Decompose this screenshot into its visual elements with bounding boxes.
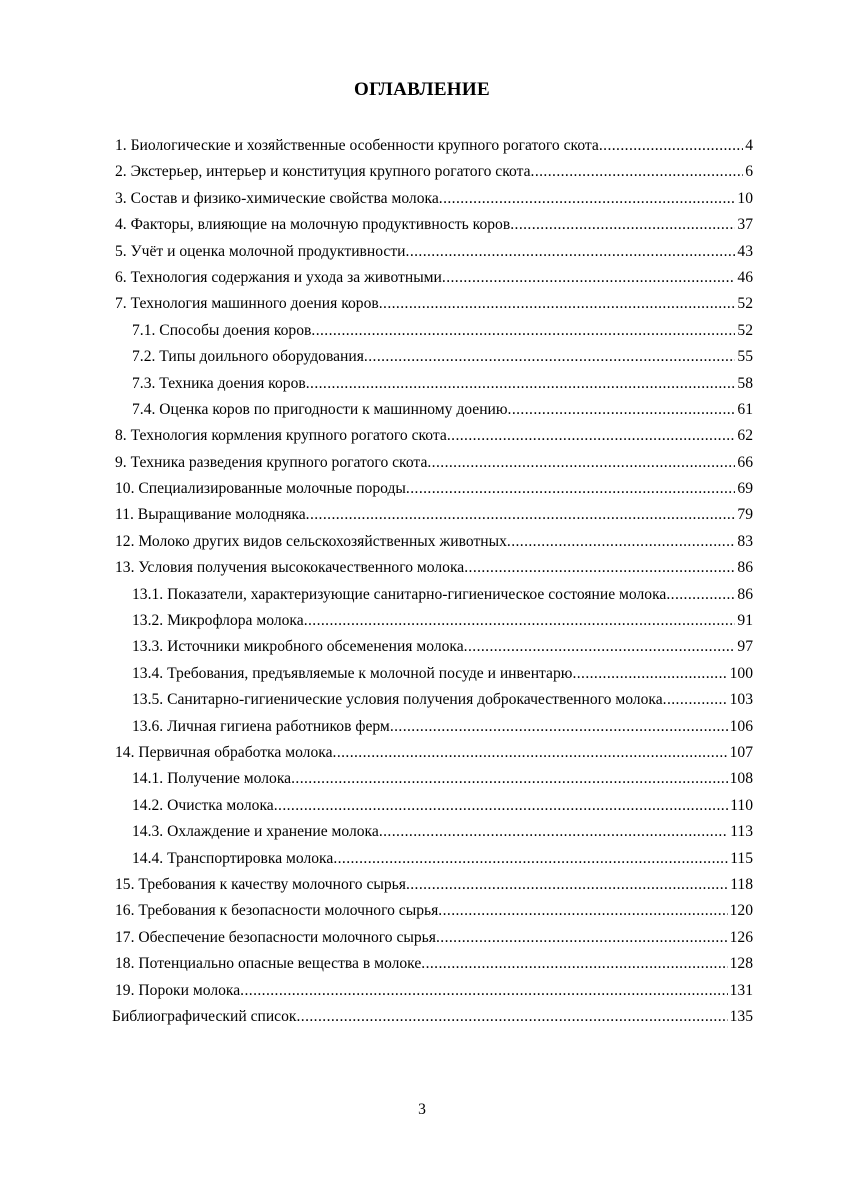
toc-dot-leader <box>421 955 727 973</box>
toc-dot-leader <box>599 137 743 155</box>
toc-entry-label: 2. Экстерьер, интерьер и конституция крупного рогатого скота <box>115 163 531 181</box>
toc-entry[interactable] <box>112 533 753 559</box>
toc-entry-page: 106 <box>729 717 753 735</box>
toc-entry[interactable] <box>112 665 753 691</box>
toc-dot-leader <box>311 322 735 340</box>
toc-entry-page: 86 <box>737 585 753 603</box>
toc-entry-label: 17. Обеспечение безопасности молочного сырья <box>115 928 436 946</box>
toc-entry-page: 107 <box>729 743 753 761</box>
toc-entry[interactable] <box>112 454 753 480</box>
toc-dot-leader <box>436 929 728 947</box>
toc-entry-page: 37 <box>737 216 753 234</box>
toc-dot-leader <box>379 295 736 313</box>
toc-dot-leader <box>439 190 736 208</box>
toc-entry[interactable] <box>112 243 753 269</box>
toc-entry[interactable] <box>112 718 753 744</box>
toc-dot-leader <box>379 823 728 841</box>
toc-dot-leader <box>464 638 736 656</box>
toc-entry-page: 103 <box>729 691 753 709</box>
toc-dot-leader <box>663 691 728 709</box>
toc-entry-label: 13.4. Требования, предъявляемые к молочной посуде и инвентарю <box>132 664 573 682</box>
toc-entry-page: 6 <box>745 163 753 181</box>
toc-entry[interactable] <box>112 559 753 585</box>
toc-entry-label: 7.1. Способы доения коров <box>132 321 312 339</box>
toc-dot-leader <box>274 797 728 815</box>
toc-entry[interactable] <box>112 691 753 717</box>
toc-entry[interactable] <box>112 322 753 348</box>
toc-entry-label: 7. Технология машинного доения коров <box>115 295 379 313</box>
toc-entry-label: 19. Пороки молока <box>115 981 241 999</box>
table-of-contents <box>112 137 753 1034</box>
toc-entry[interactable] <box>112 269 753 295</box>
toc-entry-label: 6. Технология содержания и ухода за животными <box>115 268 442 286</box>
toc-dot-leader <box>240 982 727 1000</box>
toc-entry-page: 46 <box>737 268 753 286</box>
toc-entry[interactable] <box>112 770 753 796</box>
toc-entry-page: 131 <box>729 981 753 999</box>
toc-entry-label: 13.3. Источники микробного обсеменения молока <box>132 638 464 656</box>
toc-entry-page: 52 <box>737 321 753 339</box>
toc-entry-page: 43 <box>737 242 753 260</box>
toc-entry[interactable] <box>112 216 753 242</box>
toc-entry-page: 69 <box>737 480 753 498</box>
toc-dot-leader <box>406 480 735 498</box>
toc-entry-page: 79 <box>737 506 753 524</box>
toc-entry[interactable] <box>112 137 753 163</box>
toc-dot-leader <box>572 665 727 683</box>
toc-entry-page: 126 <box>729 928 753 946</box>
toc-entry-label: 11. Выращивание молодняка <box>115 506 306 524</box>
toc-dot-leader <box>333 850 728 868</box>
toc-entry-label: 9. Техника разведения крупного рогатого скота <box>115 453 428 471</box>
toc-entry-label: 5. Учёт и оценка молочной продуктивности <box>115 242 406 260</box>
toc-entry-page: 115 <box>730 849 753 867</box>
toc-entry[interactable] <box>112 401 753 427</box>
toc-entry[interactable] <box>112 929 753 955</box>
toc-dot-leader <box>531 163 744 181</box>
toc-entry[interactable] <box>112 612 753 638</box>
toc-dot-leader <box>291 770 728 788</box>
toc-entry-label: 13.5. Санитарно-гигиенические условия получения доброкачественного молока <box>132 691 663 709</box>
toc-entry[interactable] <box>112 982 753 1008</box>
toc-entry-label: Библиографический список <box>112 1007 297 1025</box>
toc-entry-page: 91 <box>737 612 753 630</box>
toc-entry-page: 97 <box>737 638 753 656</box>
toc-dot-leader <box>296 1008 727 1026</box>
toc-entry-page: 83 <box>737 532 753 550</box>
toc-entry-label: 14. Первичная обработка молока <box>115 743 333 761</box>
page-title: ОГЛАВЛЕНИЕ <box>354 79 490 100</box>
toc-entry-label: 14.3. Охлаждение и хранение молока <box>132 823 379 841</box>
toc-dot-leader <box>507 533 736 551</box>
toc-entry-label: 16. Требования к безопасности молочного сырья <box>115 902 439 920</box>
toc-entry-page: 55 <box>737 348 753 366</box>
toc-entry-label: 3. Состав и физико-химические свойства молока <box>115 189 439 207</box>
toc-entry-label: 7.3. Техника доения коров <box>132 374 306 392</box>
toc-entry[interactable] <box>112 1008 753 1034</box>
toc-dot-leader <box>406 243 736 261</box>
toc-dot-leader <box>427 454 735 472</box>
toc-dot-leader <box>666 586 735 604</box>
toc-entry-page: 66 <box>737 453 753 471</box>
toc-entry[interactable] <box>112 295 753 321</box>
toc-entry[interactable] <box>112 797 753 823</box>
toc-entry-page: 52 <box>737 295 753 313</box>
toc-entry-page: 86 <box>737 559 753 577</box>
toc-entry[interactable] <box>112 480 753 506</box>
toc-entry-page: 113 <box>730 823 753 841</box>
toc-entry-page: 110 <box>730 796 753 814</box>
toc-entry-label: 7.2. Типы доильного оборудования <box>132 348 364 366</box>
toc-entry-label: 8. Технология кормления крупного рогатого скота <box>115 427 447 445</box>
toc-entry-page: 120 <box>729 902 753 920</box>
toc-entry[interactable] <box>112 744 753 770</box>
toc-entry-label: 1. Биологические и хозяйственные особенности крупного рогатого скота <box>115 137 599 154</box>
toc-entry-page: 61 <box>737 400 753 418</box>
toc-dot-leader <box>304 612 736 630</box>
toc-entry-label: 7.4. Оценка коров по пригодности к машинному доению <box>132 400 508 418</box>
toc-dot-leader <box>390 718 728 736</box>
toc-entry[interactable] <box>112 586 753 612</box>
toc-dot-leader <box>406 876 728 894</box>
toc-entry-label: 12. Молоко других видов сельскохозяйственных животных <box>115 532 507 550</box>
toc-entry-page: 118 <box>730 875 753 893</box>
toc-dot-leader <box>508 401 736 419</box>
toc-entry-label: 10. Специализированные молочные породы <box>115 480 406 498</box>
toc-entry-page: 108 <box>729 770 753 788</box>
toc-entry-label: 13.2. Микрофлора молока <box>132 612 304 630</box>
toc-entry[interactable] <box>112 876 753 902</box>
toc-entry-label: 14.1. Получение молока <box>132 770 292 788</box>
toc-entry-label: 13. Условия получения высококачественного молока <box>115 559 465 577</box>
toc-dot-leader <box>447 427 736 445</box>
toc-entry-label: 15. Требования к качеству молочного сырья <box>115 875 406 893</box>
toc-entry-label: 14.2. Очистка молока <box>132 796 274 814</box>
toc-entry[interactable] <box>112 902 753 928</box>
toc-entry[interactable] <box>112 823 753 849</box>
toc-dot-leader <box>464 559 735 577</box>
toc-entry-page: 135 <box>729 1007 753 1025</box>
toc-entry-label: 4. Факторы, влияющие на молочную продуктивность коров <box>115 216 511 234</box>
toc-dot-leader <box>438 902 727 920</box>
toc-dot-leader <box>333 744 728 762</box>
page-number: 3 <box>418 1101 426 1118</box>
toc-dot-leader <box>510 216 735 234</box>
toc-entry[interactable] <box>112 506 753 532</box>
toc-entry-page: 4 <box>745 137 753 154</box>
toc-dot-leader <box>306 506 736 524</box>
toc-entry-label: 13.6. Личная гигиена работников ферм <box>132 717 390 735</box>
toc-entry-page: 10 <box>737 189 753 207</box>
toc-entry[interactable] <box>112 190 753 216</box>
toc-entry[interactable] <box>112 955 753 981</box>
toc-entry[interactable] <box>112 163 753 189</box>
toc-entry-label: 13.1. Показатели, характеризующие санитарно-гигиеническое состояние молока <box>132 585 667 603</box>
toc-dot-leader <box>364 348 735 366</box>
toc-entry[interactable] <box>112 850 753 876</box>
toc-entry-label: 18. Потенциально опасные вещества в молоке <box>115 955 422 973</box>
toc-entry-page: 62 <box>737 427 753 445</box>
toc-dot-leader <box>442 269 736 287</box>
toc-entry-page: 128 <box>729 955 753 973</box>
toc-entry-page: 58 <box>737 374 753 392</box>
toc-entry[interactable] <box>112 348 753 374</box>
toc-entry-label: 14.4. Транспортировка молока <box>132 849 334 867</box>
toc-entry[interactable] <box>112 638 753 664</box>
toc-dot-leader <box>306 375 736 393</box>
toc-entry[interactable] <box>112 427 753 453</box>
toc-entry[interactable] <box>112 375 753 401</box>
toc-entry-page: 100 <box>729 664 753 682</box>
